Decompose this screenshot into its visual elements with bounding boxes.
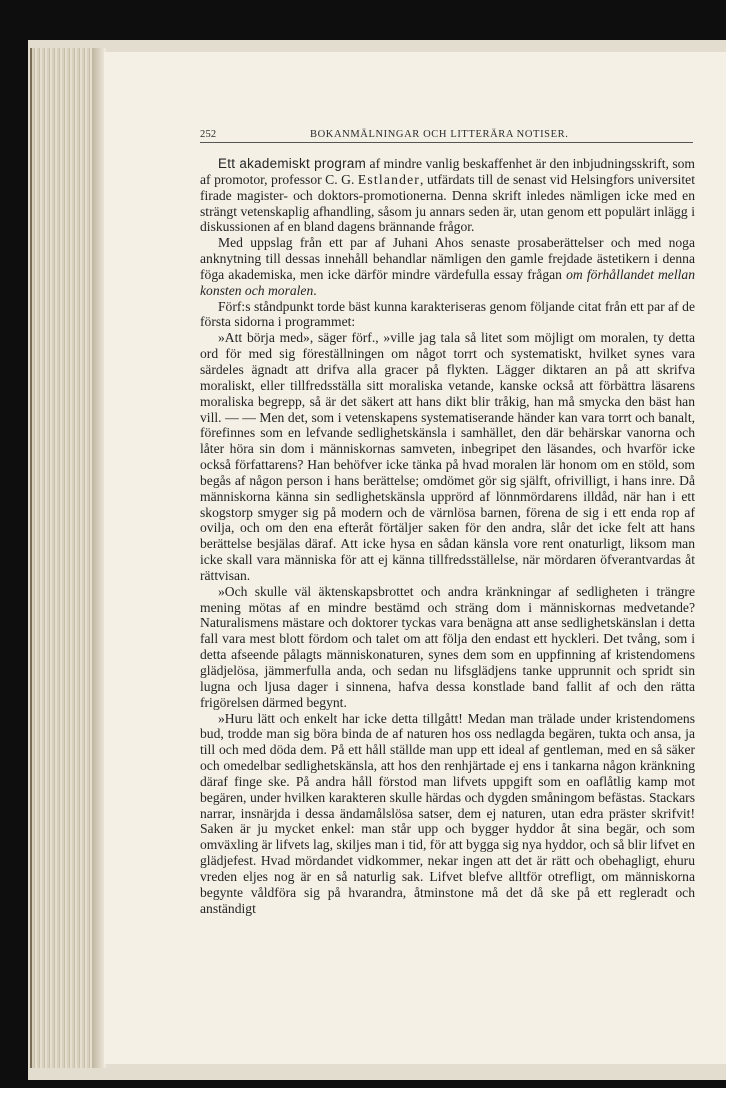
paragraph-5-quote: »Och skulle väl äktenskapsbrottet och andra kränkningar af sedligheten i trängre mening mötas af en mindre bestämd och sträng dom i människornas medvetande? Naturalismens mästare och doktorer tyckas vara benägna att anse sedlighetskänslan i detta fall vara mest blott fördom och talet om att följa den endast ett hyckleri. Det tvång, som i detta afseende pålagts människonaturen, synes dem som en uppfinning af kristendomens glädjelösa, jämmerfulla anda, och sedan nu lifsglädjens tanke upprunnit och spridt sin lugna och ljusa dager i sinnena, hafva dessa konstlade band fallit af och den rätta frigörelsen därmed begynt. <box>200 583 695 710</box>
paragraph-4-quote: »Att börja med», säger förf., »ville jag tala så litet som möjligt om moralen, ty detta ord för med sig föreställningen om något torrt och systematiskt, hvilket synes vara särdeles ägnadt att drifva alla gracer på flykten. Lägger diktaren an på att skrifva moraliskt, eller tillfredsställa sitt moraliska vetande, kanske också att förbättra läsarens moraliska begrepp, så är det säkert att hans dikt blir tråkig, han må smycka den bäst han vill. — — Men det, som i vetenskapens systematiserande händer kan vara torrt och banalt, förefinnes som en lefvande sedlighetskänsla i samhället, den där behärskar vanorna och låter höra sin dom i människornas samveten, inbegripet den läsandes, och hvarför icke också författarens? Han behöfver icke tänka på hvad moralen lär honom om en stöld, som begås af någon person i hans berättelse; omdömet gör sig själft, ofrivilligt, i hans inre. Då människorna känna sin sedlighetskänsla upprörd af lönnmördarens illdåd, när han i ett skogstorp smyger sig på modern och de värnlösa barnen, förena de sig i ett enda rop af ovilja, och om den ena efteråt förtäljer saken för den andra, slår det icke felt att hans berättelse besjälas däraf. Att icke hysa en sådan känsla vore rent onaturligt, liksom man icke skall vara människa för att ej känna tillfredsställelse, när mördaren öfverantvardas åt rättvisan. <box>200 330 695 583</box>
running-header <box>200 128 693 143</box>
essay-title: om förhållandet mellan konsten och moralen <box>200 266 695 298</box>
paragraph-2-text-a: Med uppslag från ett par af Juhani Ahos senaste prosaberättelser och med noga anknytning till dessas innehåll behandlar nämligen den gamle frejdade ästetikern i denna föga akademiska, men icke därför mindre värdefulla essay frågan <box>200 235 695 282</box>
running-title: BOKANMÄLNINGAR OCH LITTERÄRA NOTISER. <box>310 129 569 140</box>
paragraph-2 <box>200 235 695 298</box>
paragraph-1-text-b: , utfärdats till de senast vid Helsingfors universitet firade magister- och doktors-promotionerna. Denna skrift inledes nämligen icke med en strängt vetenskaplig afhandling, såsom ju annars seden är, utan genom ett populärt inlägg i diskussionen af en bland dagens brännande frågor. <box>200 171 695 235</box>
paragraph-6-quote: »Huru lätt och enkelt har icke detta tillgått! Medan man trälade under kristendomens bud, trodde man sig böra binda de af naturen hos oss nedlagda begären, tukta och ansa, ja till och med döda dem. På ett håll ställde man upp ett ideal af gentleman, med en så säker och omedelbar sedlighetskänsla, att hos den renhjärtade ej ens i tankarna någon kränkning däraf finge ske. På andra håll förstod man lifvets uppgift som en oaflåtlig kamp mot begären, under hvilken karakteren skulle härdas och dygden småningom befästas. Stackars narrar, insnärjda i dessa ändamålslösa satser, dem ej naturen, utan edra präster skrifvit! Saken är ju mycket enkel: man står upp och bygger hyddor åt sina begär, och som omväxling är lifvets lag, skiljes man i tid, för att bygga sig nya hyddor, och så blir lifvet en glädjefest. Hvad mördandet vidkommer, nekar ingen att det är rätt och obehagligt, ehuru vreden eljes nog är en så naturlig sak. Lifvet blefve alltför otrefligt, om människorna begynte våldföra sig på hvarandra, åtminstone må det då ske på ett regleradt och anständigt <box>200 710 695 916</box>
paragraph-2-text-b: . <box>313 282 317 298</box>
paragraph-3: Förf:s ståndpunkt torde bäst kunna karakteriseras genom följande citat från ett par af de första sidorna i programmet: <box>200 298 695 330</box>
page-number: 252 <box>200 129 217 140</box>
paragraph-1 <box>200 156 695 235</box>
lead-phrase: Ett akademiskt program <box>218 156 367 171</box>
author-name: Estlander <box>357 171 421 187</box>
article-body <box>200 156 695 917</box>
paragraph-1-text-a: af mindre vanlig beskaffenhet är den inbjudningsskrift, som af promotor, professor C. G. <box>200 156 695 187</box>
